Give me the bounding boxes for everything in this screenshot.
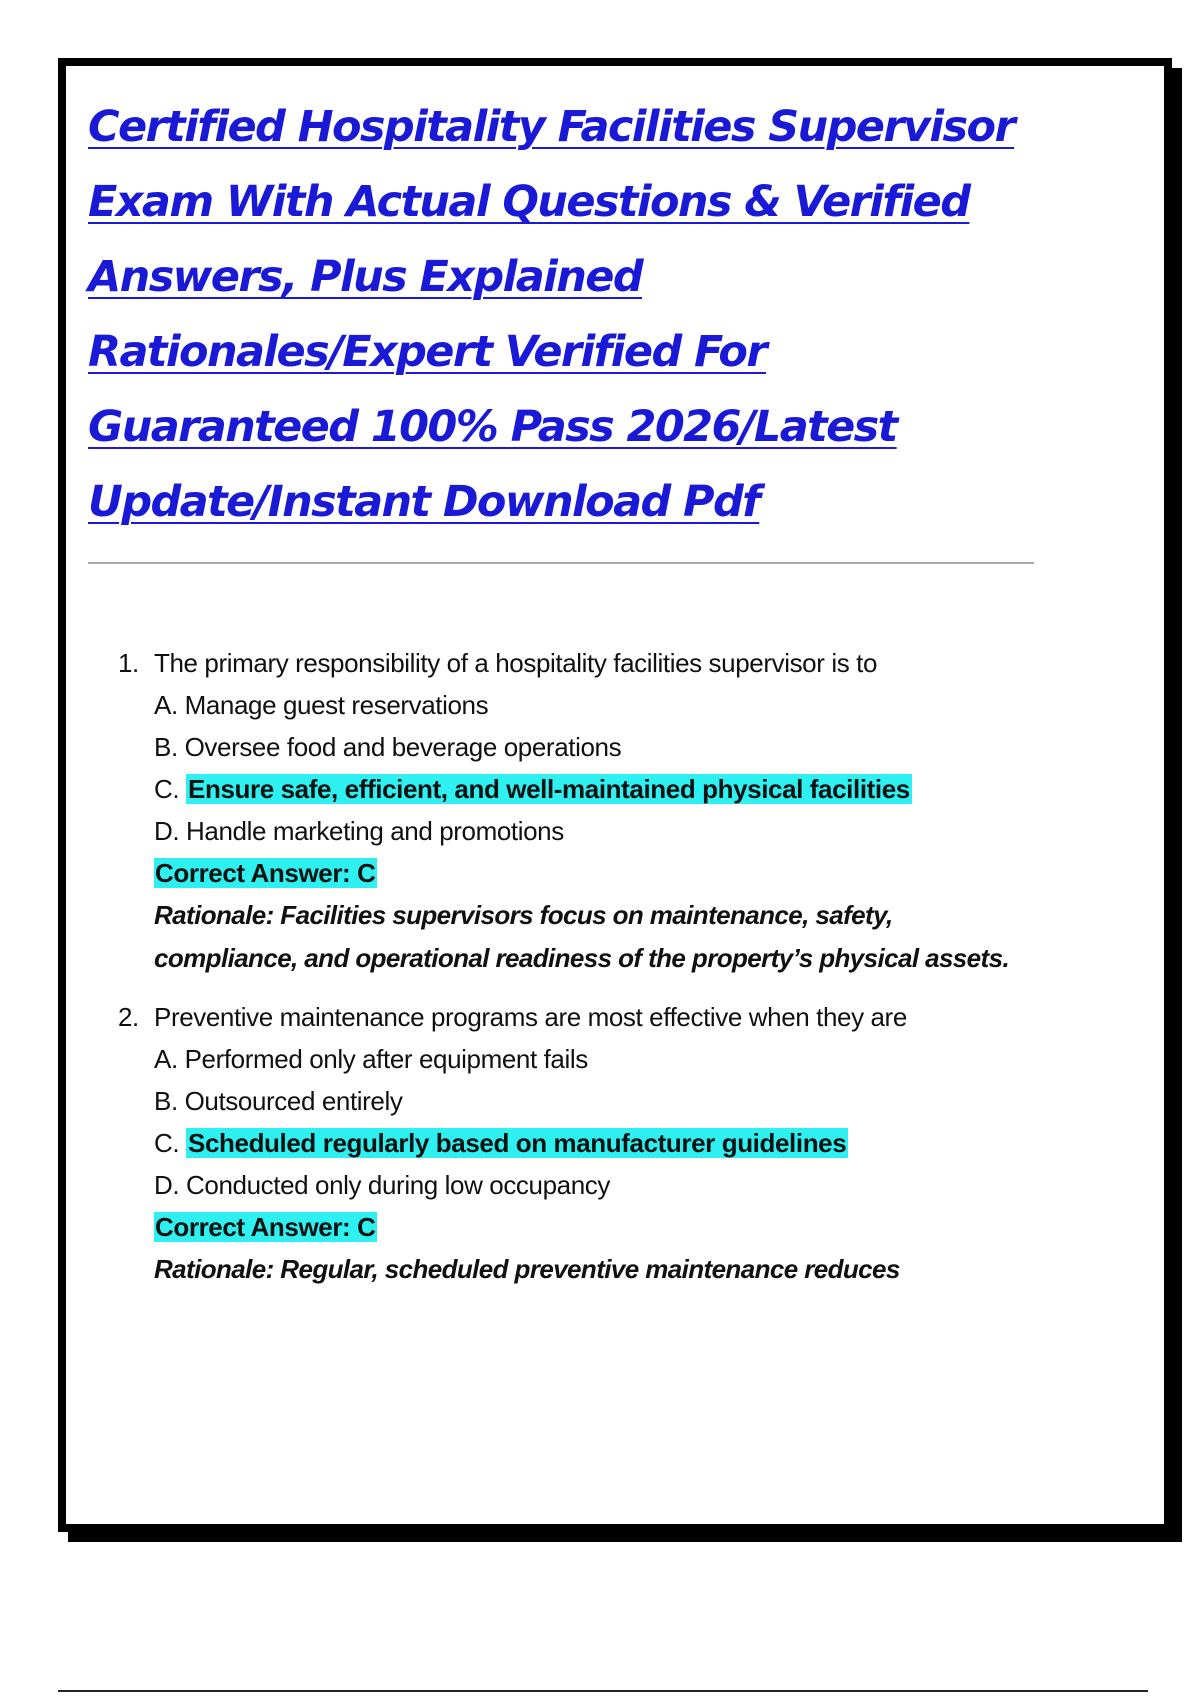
question-item (118, 642, 1038, 980)
title-line: Rationales/Expert Verified For (88, 327, 766, 377)
option-text: Performed only after equipment fails (184, 1044, 588, 1074)
question-number: 2. (118, 1002, 139, 1032)
option-b (154, 1080, 1038, 1122)
title-line: Answers, Plus Explained (88, 252, 643, 302)
option-text-highlighted: Ensure safe, efficient, and well-maintained physical facilities (188, 774, 910, 804)
title-line: Exam With Actual Questions & Verified (88, 177, 970, 227)
option-letter: A. (154, 1044, 178, 1074)
correct-answer: Correct Answer: C (155, 1212, 376, 1242)
title-line: Guaranteed 100% Pass 2026/Latest (88, 402, 897, 452)
document-title (88, 90, 1048, 540)
option-letter: D. (154, 1170, 180, 1200)
option-letter: C. (154, 774, 180, 804)
option-d (154, 810, 1038, 852)
option-c (154, 768, 1038, 810)
option-letter: D. (154, 816, 180, 846)
option-letter: C. (154, 1128, 180, 1158)
question-item (118, 996, 1038, 1291)
question-text: The primary responsibility of a hospitality facilities supervisor is to (154, 648, 877, 678)
question-number: 1. (118, 648, 139, 678)
option-text: Outsourced entirely (184, 1086, 403, 1116)
option-text-highlighted: Scheduled regularly based on manufacturer guidelines (188, 1128, 847, 1158)
correct-answer-line (154, 1206, 1038, 1248)
rationale: Rationale: Regular, scheduled preventive maintenance reduces (154, 1254, 900, 1284)
title-line: Update/Instant Download Pdf (88, 477, 760, 527)
option-a (154, 1038, 1038, 1080)
rationale: Rationale: Facilities supervisors focus on maintenance, safety, compliance, and operational readiness of the property’s physical assets. (154, 900, 1010, 973)
option-b (154, 726, 1038, 768)
option-letter: A. (154, 690, 178, 720)
option-letter: B. (154, 1086, 178, 1116)
question-list (118, 642, 1038, 1307)
option-text: Manage guest reservations (184, 690, 489, 720)
option-text: Handle marketing and promotions (186, 816, 564, 846)
correct-answer: Correct Answer: C (155, 858, 376, 888)
option-a (154, 684, 1038, 726)
section-divider (88, 562, 1034, 564)
correct-answer-line (154, 852, 1038, 894)
page-bottom-rule (58, 1690, 1148, 1692)
question-text: Preventive maintenance programs are most effective when they are (154, 1002, 907, 1032)
option-c (154, 1122, 1038, 1164)
option-d (154, 1164, 1038, 1206)
option-text: Conducted only during low occupancy (186, 1170, 610, 1200)
option-text: Oversee food and beverage operations (184, 732, 622, 762)
title-line: Certified Hospitality Facilities Supervisor (88, 102, 1015, 152)
option-letter: B. (154, 732, 178, 762)
